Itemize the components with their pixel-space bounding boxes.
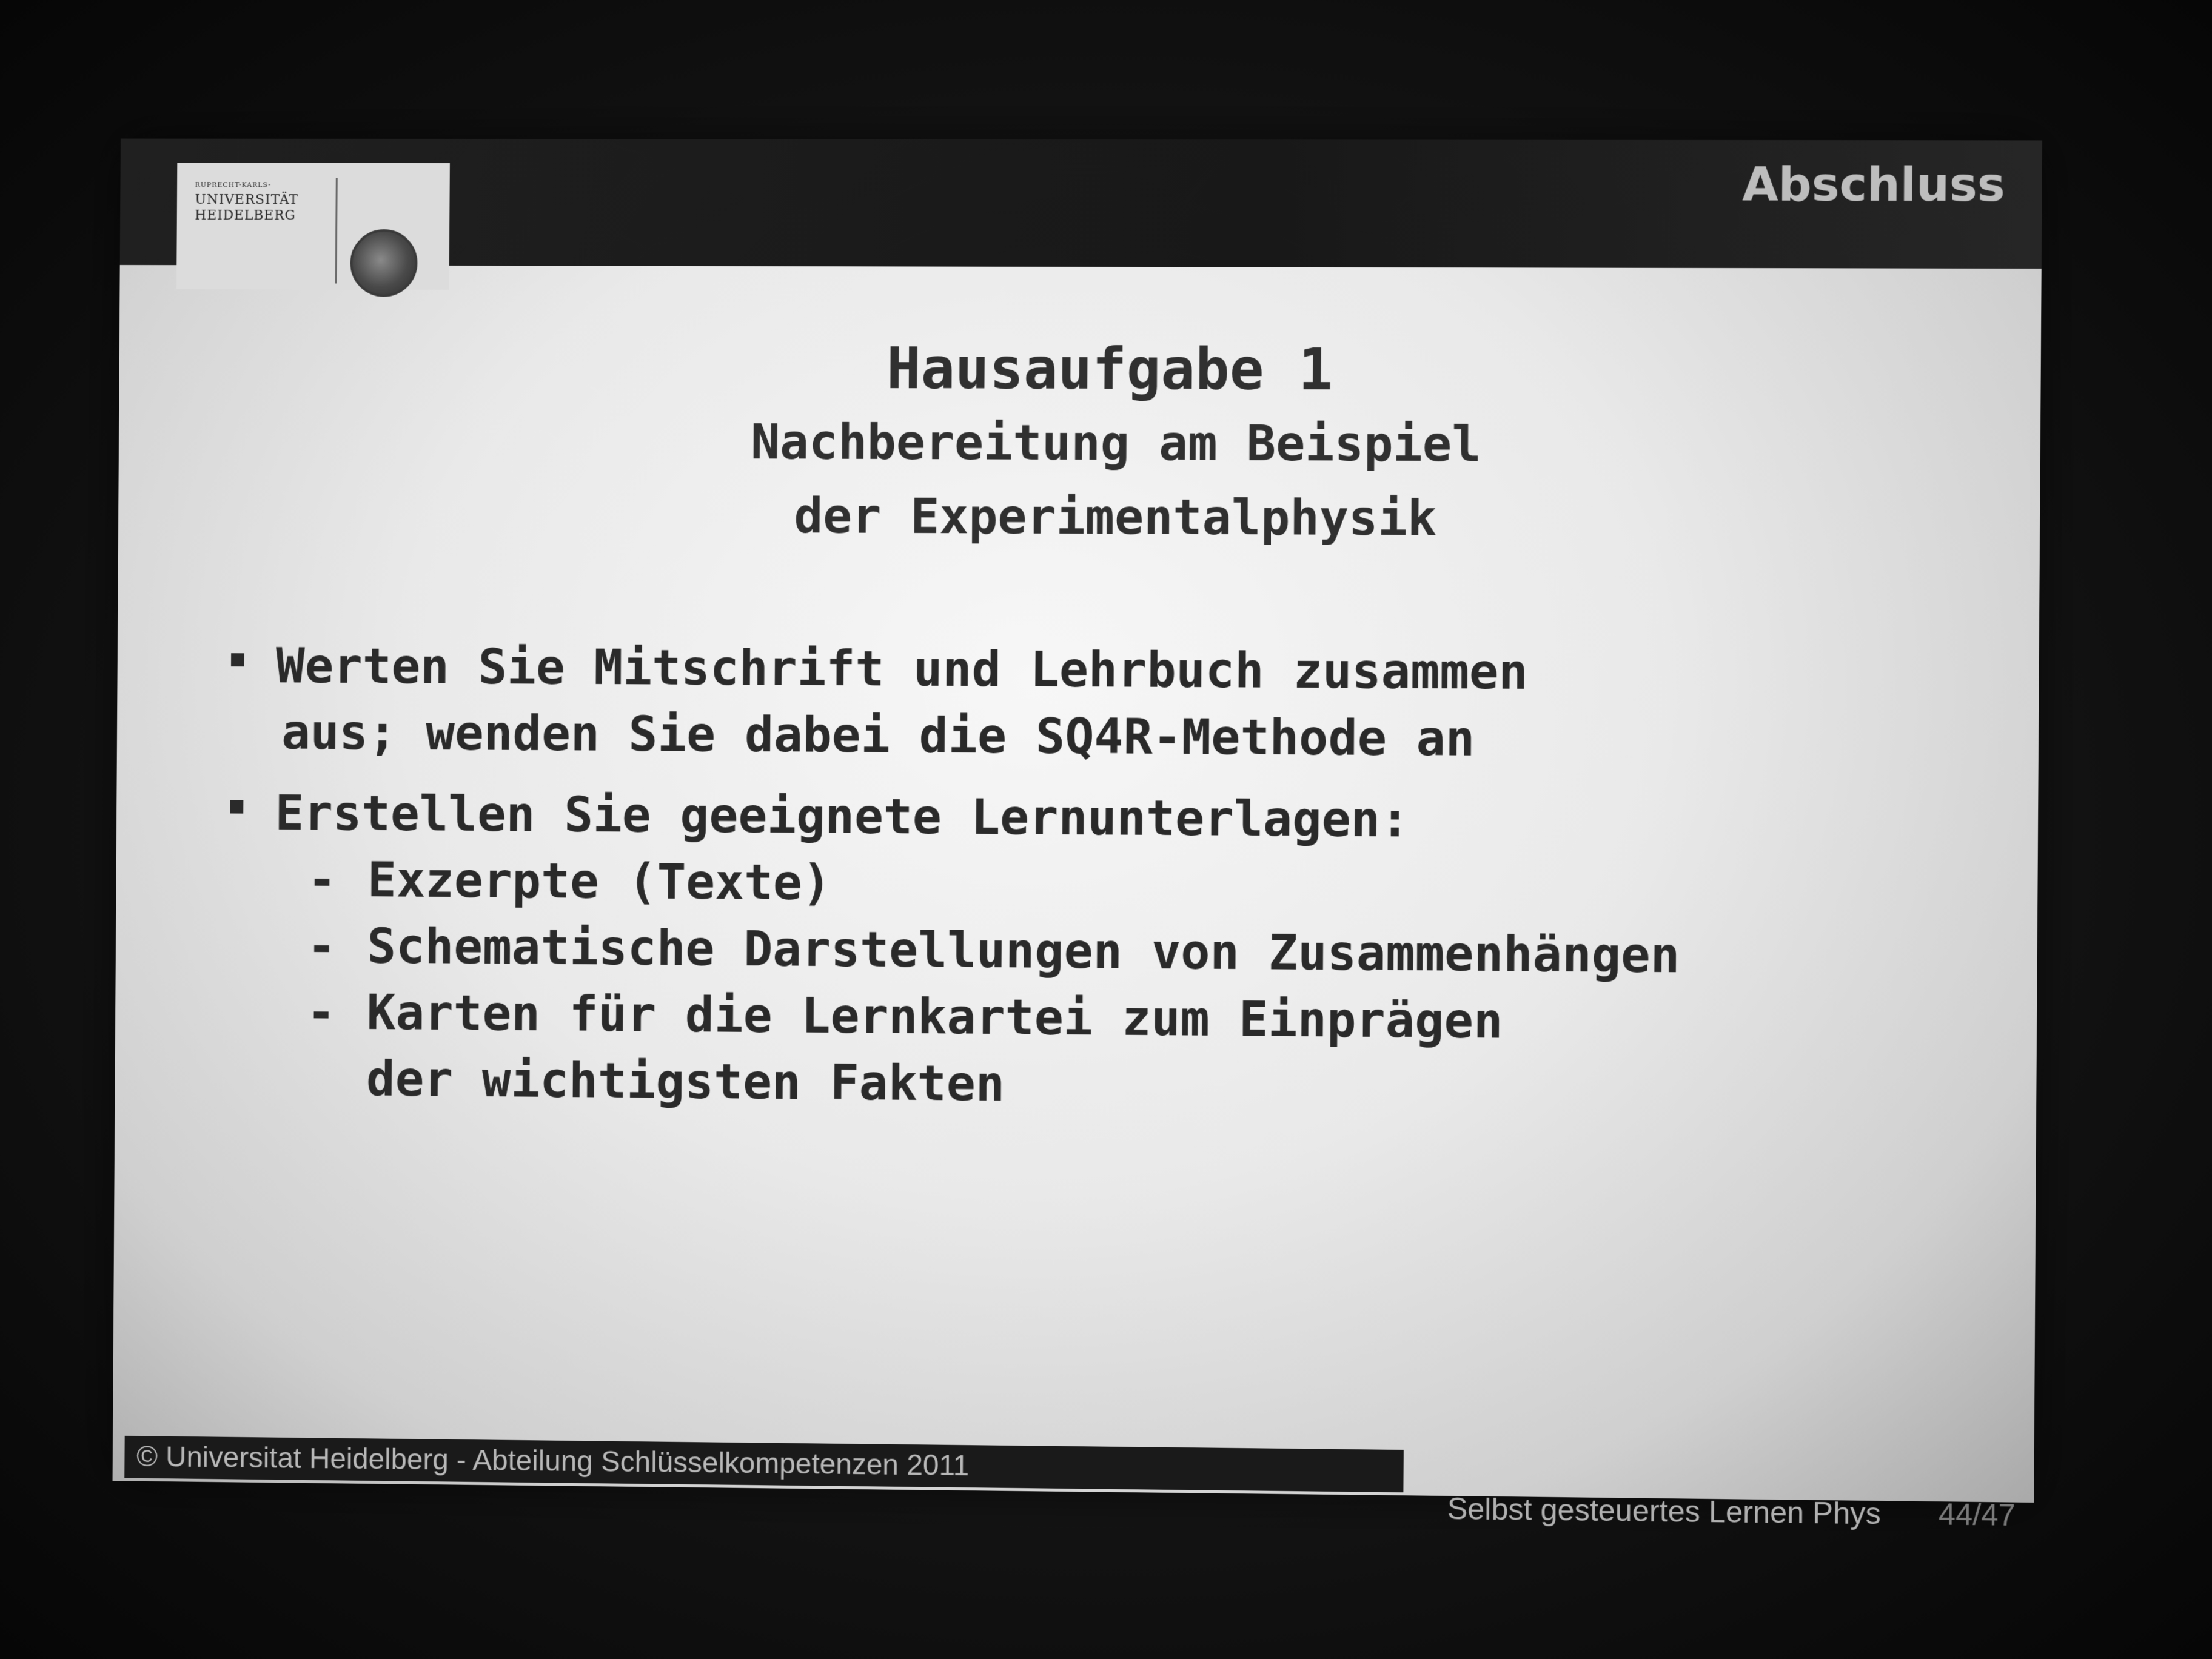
dash-marker: - [307, 917, 337, 974]
sub-list-item [216, 979, 2006, 1059]
seal-icon [350, 229, 417, 297]
section-label: Abschluss [1742, 157, 2006, 212]
sub-list-item [217, 912, 2006, 991]
bullet-item [218, 780, 2007, 857]
university-logo [176, 163, 450, 289]
footer-left [124, 1436, 1404, 1492]
bullet-text-line-1: Erstellen Sie geeignete Lernunterlagen: [275, 785, 1410, 848]
logo-small-line: RUPRECHT-KARLS- [195, 181, 271, 189]
dash-marker: - [307, 851, 337, 908]
title-block [118, 331, 2041, 558]
dash-marker: - [306, 984, 336, 1041]
bullet-item [218, 632, 2008, 776]
bullet-square-icon [231, 653, 244, 666]
copyright-icon: © [136, 1441, 158, 1473]
slide [113, 139, 2042, 1532]
footer-right [1447, 1491, 2016, 1533]
logo-text [195, 181, 332, 224]
slide-body [216, 632, 2008, 1126]
logo-line-2: HEIDELBERG [195, 207, 296, 223]
logo-line-1: UNIVERSITÄT [195, 192, 298, 208]
sub-item-text: Karten für die Lernkartei zum Einprägen [366, 984, 1503, 1050]
sub-item-continuation: der wichtigsten Fakten [366, 1050, 1005, 1113]
bullet-square-icon [230, 800, 244, 814]
slide-title: Hausaufgabe 1 [886, 336, 1333, 404]
sub-item-text: Exzerpte (Texte) [367, 851, 832, 911]
bullet-text-line-1: Werten Sie Mitschrift und Lehrbuch zusammen [275, 637, 1529, 700]
sub-list-item [218, 846, 2007, 925]
bullet-text-line-2: aus; wenden Sie dabei die SQ4R-Methode an [281, 704, 1475, 767]
slide-subtitle-line-1: Nachbereitung am Beispiel [750, 414, 1481, 473]
footer-course-title: Selbst gesteuertes Lernen Phys [1447, 1492, 1881, 1531]
logo-divider [335, 178, 338, 283]
footer-copyright-text: Universitat Heidelberg - Abteilung Schlüsselkompetenzen 2011 [166, 1441, 970, 1483]
slide-subtitle-line-2: der Experimentalphysik [794, 488, 1437, 547]
page-number: 44/47 [1938, 1497, 2016, 1532]
sub-item-text: Schematische Darstellungen von Zusammenhängen [367, 917, 1680, 984]
